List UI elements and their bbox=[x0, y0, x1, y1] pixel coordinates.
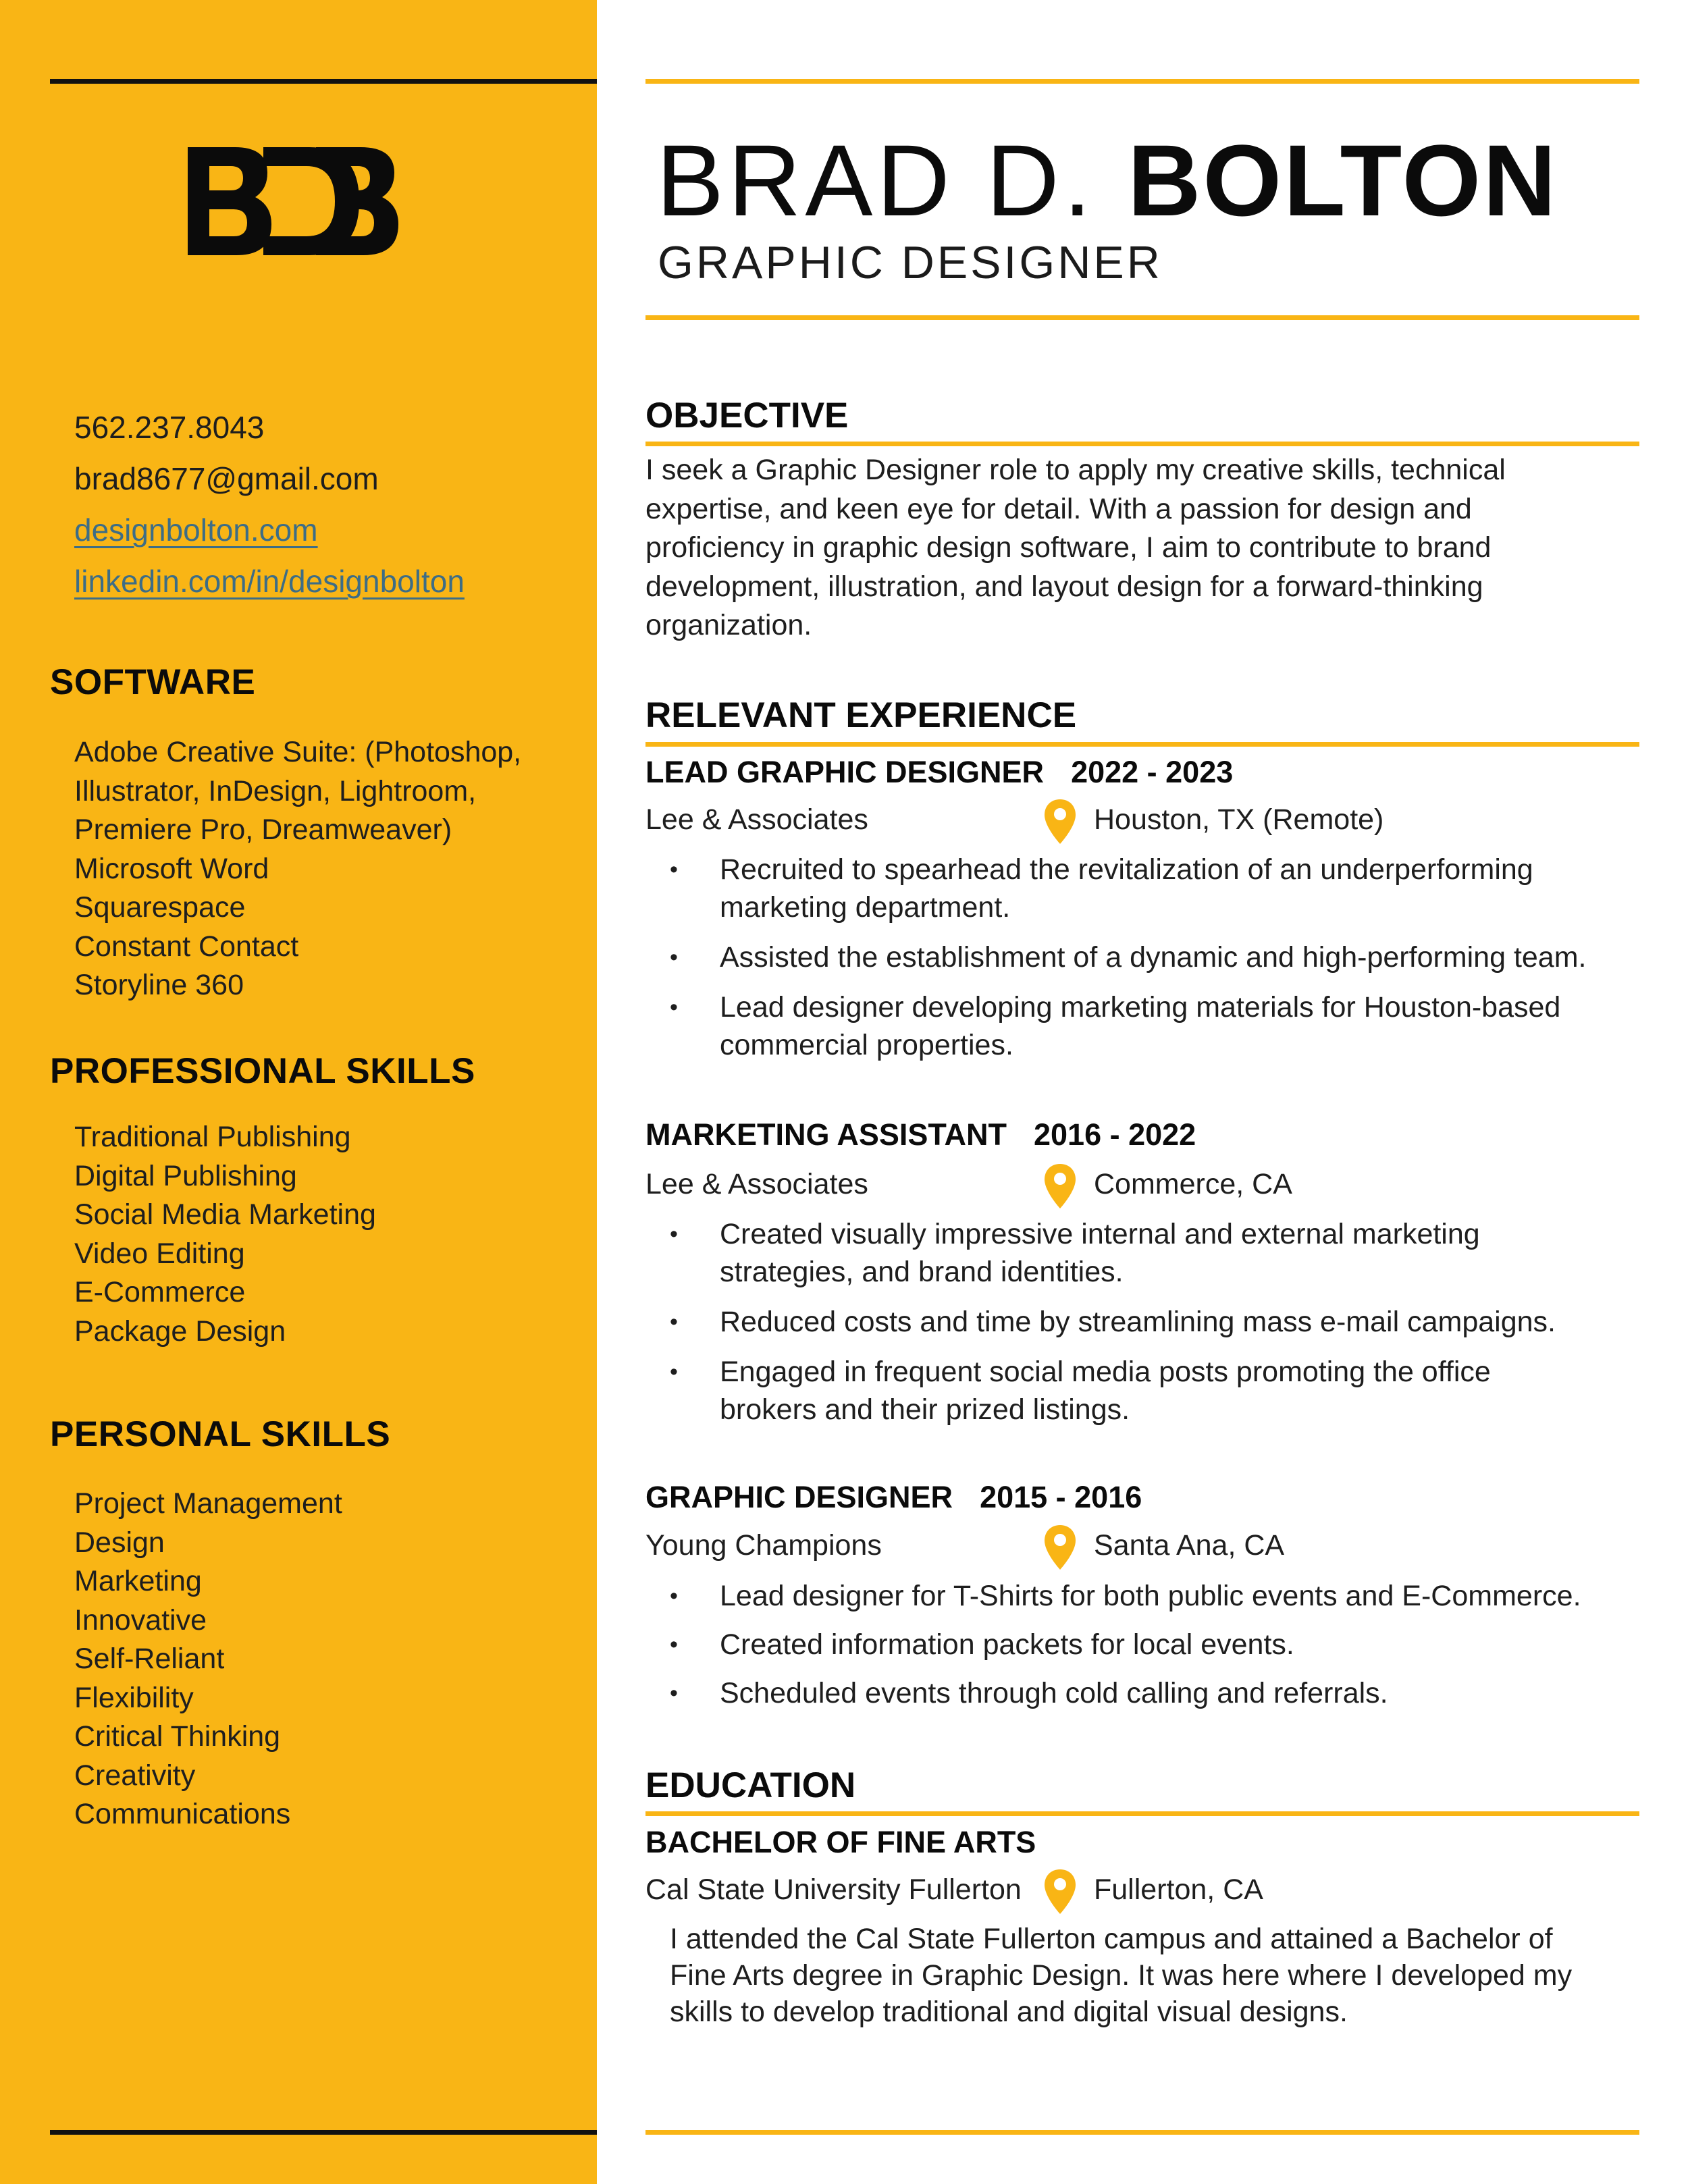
bottom-rule-left bbox=[50, 2130, 597, 2135]
bullet-line: brokers and their prized listings. bbox=[720, 1393, 1130, 1426]
skill-item: Package Design bbox=[74, 1314, 286, 1348]
bullet-line: • Lead designer for T-Shirts for both public events and E-Commerce. bbox=[720, 1580, 1581, 1612]
skill-item: Social Media Marketing bbox=[74, 1198, 376, 1231]
bullet-item bbox=[720, 1353, 1556, 1429]
job-title-header: GRAPHIC DESIGNER bbox=[658, 237, 1163, 288]
bullet-line: • Lead designer developing marketing materials for Houston-based bbox=[720, 991, 1561, 1023]
bullet-line: • Recruited to spearhead the revitalization of an underperforming bbox=[720, 853, 1533, 886]
website-link[interactable]: designbolton.com bbox=[74, 512, 318, 548]
job-years: 2015 - 2016 bbox=[980, 1480, 1142, 1514]
phone-number: 562.237.8043 bbox=[74, 410, 265, 445]
skill-item: Traditional Publishing bbox=[74, 1121, 351, 1153]
software-item: Adobe Creative Suite: (Photoshop, bbox=[74, 736, 522, 768]
software-item: Constant Contact bbox=[74, 930, 299, 963]
skill-item: Video Editing bbox=[74, 1237, 245, 1270]
skill-item: Design bbox=[74, 1526, 165, 1559]
first-name: BRAD D. bbox=[656, 124, 1096, 237]
objective-text bbox=[645, 451, 1506, 645]
bullet-line: commercial properties. bbox=[720, 1029, 1013, 1061]
objective-line: I seek a Graphic Designer role to apply my creative skills, technical bbox=[645, 454, 1506, 486]
location-text: Fullerton, CA bbox=[1094, 1873, 1263, 1906]
skill-item: E-Commerce bbox=[74, 1276, 246, 1308]
skill-item: Flexibility bbox=[74, 1681, 194, 1714]
location-text: Commerce, CA bbox=[1094, 1168, 1292, 1200]
software-heading: SOFTWARE bbox=[50, 662, 256, 702]
job-2-bullets bbox=[720, 1215, 1556, 1441]
job-years: 2022 - 2023 bbox=[1071, 755, 1234, 789]
contact-block bbox=[74, 402, 465, 607]
bullet-item bbox=[720, 938, 1587, 976]
bottom-rule-right bbox=[645, 2130, 1639, 2135]
skill-item: Communications bbox=[74, 1798, 291, 1830]
job-2-company: Lee & Associates bbox=[645, 1168, 868, 1200]
job-1-title bbox=[645, 755, 1233, 790]
education-line: I attended the Cal State Fullerton campus and attained a Bachelor of bbox=[670, 1923, 1553, 1955]
degree-title: BACHELOR OF FINE ARTS bbox=[645, 1825, 1036, 1859]
sidebar bbox=[0, 0, 597, 2184]
professional-skills-heading: PROFESSIONAL SKILLS bbox=[50, 1051, 475, 1091]
brand-logo bbox=[188, 147, 411, 255]
job-title: MARKETING ASSISTANT bbox=[645, 1117, 1007, 1152]
bullet-item bbox=[720, 1303, 1556, 1341]
education-heading: EDUCATION bbox=[645, 1765, 856, 1805]
header-rule bbox=[645, 315, 1639, 320]
skill-item: Project Management bbox=[74, 1487, 342, 1520]
bullet-item bbox=[720, 1577, 1581, 1615]
objective-line: proficiency in graphic design software, I aim to contribute to brand bbox=[645, 531, 1492, 564]
job-3-title bbox=[645, 1480, 1142, 1515]
bullet-line: marketing department. bbox=[720, 891, 1011, 924]
education-description bbox=[670, 1921, 1572, 2030]
job-years: 2016 - 2022 bbox=[1034, 1117, 1196, 1152]
top-rule-right bbox=[645, 79, 1639, 84]
job-3-bullets bbox=[720, 1577, 1581, 1724]
education-line: skills to develop traditional and digital visual designs. bbox=[670, 1996, 1348, 2028]
education-line: Fine Arts degree in Graphic Design. It was here where I developed my bbox=[670, 1959, 1573, 1992]
software-item: Microsoft Word bbox=[74, 852, 269, 885]
software-item: Storyline 360 bbox=[74, 969, 244, 1001]
skill-item: Creativity bbox=[74, 1759, 196, 1792]
objective-line: development, illustration, and layout design for a forward-thinking bbox=[645, 570, 1483, 603]
experience-rule bbox=[645, 742, 1639, 747]
personal-skills-heading: PERSONAL SKILLS bbox=[50, 1414, 391, 1454]
software-list bbox=[74, 733, 521, 1005]
objective-line: expertise, and keen eye for detail. With a passion for design and bbox=[645, 492, 1472, 525]
job-2-title bbox=[645, 1117, 1196, 1152]
skill-item: Innovative bbox=[74, 1603, 207, 1636]
bullet-item bbox=[720, 1674, 1581, 1712]
location-pin-icon bbox=[1043, 1868, 1078, 1915]
school-name: Cal State University Fullerton bbox=[645, 1873, 1022, 1906]
email-address: brad8677@gmail.com bbox=[74, 461, 379, 496]
personal-skills-list bbox=[74, 1485, 342, 1834]
objective-line: organization. bbox=[645, 609, 812, 641]
location-text: Santa Ana, CA bbox=[1094, 1529, 1285, 1562]
skill-item: Critical Thinking bbox=[74, 1720, 281, 1753]
bullet-line: • Engaged in frequent social media posts promoting the office bbox=[720, 1356, 1491, 1388]
bullet-item bbox=[720, 988, 1587, 1064]
location-pin-icon bbox=[1043, 1163, 1078, 1210]
software-item: Illustrator, InDesign, Lightroom, bbox=[74, 774, 477, 807]
bullet-item bbox=[720, 851, 1587, 926]
candidate-name bbox=[656, 123, 1558, 238]
professional-skills-list bbox=[74, 1118, 376, 1351]
location-text: Houston, TX (Remote) bbox=[1094, 803, 1384, 836]
bullet-line: • Reduced costs and time by streamlining mass e-mail campaigns. bbox=[720, 1306, 1556, 1338]
bullet-line: strategies, and brand identities. bbox=[720, 1256, 1124, 1288]
bullet-line: • Scheduled events through cold calling and referrals. bbox=[720, 1677, 1388, 1709]
software-item: Squarespace bbox=[74, 891, 246, 924]
location-pin-icon bbox=[1043, 798, 1078, 845]
location-pin-icon bbox=[1043, 1524, 1078, 1571]
objective-rule bbox=[645, 442, 1639, 446]
bullet-line: • Created visually impressive internal and external marketing bbox=[720, 1218, 1480, 1250]
skill-item: Marketing bbox=[74, 1565, 202, 1597]
job-title: GRAPHIC DESIGNER bbox=[645, 1480, 953, 1514]
job-1-company: Lee & Associates bbox=[645, 803, 868, 836]
job-1-bullets bbox=[720, 851, 1587, 1076]
top-rule-left bbox=[50, 79, 597, 84]
bullet-line: • Created information packets for local events. bbox=[720, 1628, 1294, 1661]
experience-heading: RELEVANT EXPERIENCE bbox=[645, 695, 1077, 735]
job-3-company: Young Champions bbox=[645, 1529, 882, 1562]
last-name: BOLTON bbox=[1128, 124, 1558, 237]
education-rule bbox=[645, 1811, 1639, 1816]
software-item: Premiere Pro, Dreamweaver) bbox=[74, 814, 452, 846]
objective-heading: OBJECTIVE bbox=[645, 396, 849, 435]
bullet-line: • Assisted the establishment of a dynamic and high-performing team. bbox=[720, 941, 1587, 974]
bullet-item bbox=[720, 1215, 1556, 1291]
job-title: LEAD GRAPHIC DESIGNER bbox=[645, 755, 1045, 789]
bullet-item bbox=[720, 1626, 1581, 1663]
skill-item: Self-Reliant bbox=[74, 1643, 225, 1675]
linkedin-link[interactable]: linkedin.com/in/designbolton bbox=[74, 564, 465, 599]
skill-item: Digital Publishing bbox=[74, 1159, 297, 1192]
